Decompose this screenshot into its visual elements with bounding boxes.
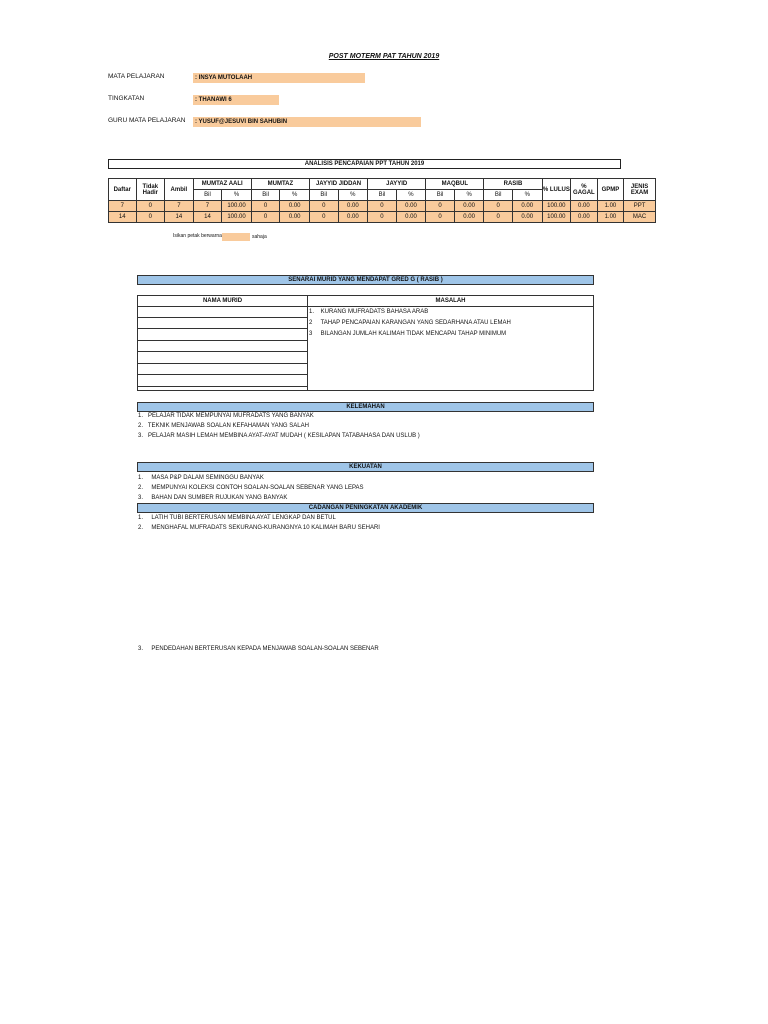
stats-cell[interactable]: 0.00	[454, 201, 484, 212]
subheader-bil: Bil	[251, 190, 280, 201]
subheader-bil: Bil	[484, 190, 513, 201]
stats-cell[interactable]: MAC	[624, 212, 656, 223]
header-gpmp: GPMP	[597, 179, 624, 201]
stats-cell[interactable]: 100.00	[222, 201, 252, 212]
stats-cell[interactable]: 0	[251, 212, 280, 223]
note-text: Isikan petak berwarna	[173, 233, 222, 239]
stats-cell[interactable]: 1.00	[597, 212, 624, 223]
guru-label: GURU MATA PELAJARAN	[108, 117, 186, 124]
col-nama-murid: NAMA MURID	[138, 296, 307, 307]
kelemahan-item: 3. PELAJAR MASIH LEMAH MEMBINA AYAT-AYAT MUDAH ( KESILAPAN TATABAHASA DAN USLUB )	[138, 433, 420, 439]
stats-cell[interactable]: 0.00	[454, 212, 484, 223]
senarai-title: SENARAI MURID YANG MENDAPAT GRED G ( RASIB )	[137, 275, 594, 285]
header-gagal: % GAGAL	[571, 179, 598, 201]
kekuatan-item: 2. MEMPUNYAI KOLEKSI CONTOH SOALAN-SOALAN SEBENAR YANG LEPAS	[138, 485, 364, 491]
stats-cell[interactable]: 14	[193, 212, 222, 223]
header-grade: JAYYID JIDDAN	[309, 179, 367, 190]
nama-murid-cell[interactable]	[138, 318, 307, 329]
document-title: POST MOTERM PAT TAHUN 2019	[328, 53, 440, 60]
stats-cell[interactable]: 0	[484, 212, 513, 223]
stats-cell[interactable]: 0	[484, 201, 513, 212]
subheader-bil: Bil	[193, 190, 222, 201]
tingkatan-value[interactable]: : THANAWI 6	[193, 95, 279, 105]
subheader-bil: Bil	[368, 190, 397, 201]
stats-cell[interactable]: PPT	[624, 201, 656, 212]
stats-cell[interactable]: 0.00	[512, 201, 542, 212]
nama-murid-cell[interactable]	[138, 329, 307, 341]
cadangan-item: 3. PENDEDAHAN BERTERUSAN KEPADA MENJAWAB SOALAN-SOALAN SEBENAR	[138, 646, 379, 652]
note-text-after: sahaja	[252, 234, 267, 240]
col-masalah: MASALAH	[308, 296, 593, 307]
stats-cell[interactable]: 0	[136, 212, 165, 223]
kekuatan-title: KEKUATAN	[137, 462, 594, 472]
masalah-item: 1. KURANG MUFRADATS BAHASA ARAB	[309, 309, 429, 315]
cadangan-item: 1. LATIH TUBI BERTERUSAN MEMBINA AYAT LENGKAP DAN BETUL	[138, 515, 336, 521]
masalah-column	[308, 295, 594, 391]
stats-cell[interactable]: 0	[251, 201, 280, 212]
stats-cell[interactable]: 0	[368, 212, 397, 223]
header-ambil: Ambil	[165, 179, 194, 201]
analisis-title: ANALISIS PENCAPAIAN PPT TAHUN 2019	[108, 159, 621, 169]
guru-value[interactable]: : YUSUF@JESUVI BIN SAHUBIN	[193, 117, 421, 127]
tingkatan-label: TINGKATAN	[108, 95, 145, 102]
nama-murid-cell[interactable]	[138, 375, 307, 387]
stats-cell[interactable]: 0	[426, 201, 455, 212]
stats-cell[interactable]: 0	[368, 201, 397, 212]
mata-pelajaran-value[interactable]: : INSYA MUTOLAAH	[193, 73, 365, 83]
header-jenis-exam: JENIS EXAM	[624, 179, 656, 201]
subheader-bil: Bil	[309, 190, 338, 201]
subheader-bil: Bil	[426, 190, 455, 201]
header-grade: JAYYID	[368, 179, 426, 190]
subheader-pct: %	[338, 190, 368, 201]
stats-cell[interactable]: 0	[136, 201, 165, 212]
masalah-item: 3 BILANGAN JUMLAH KALIMAH TIDAK MENCAPAI TAHAP MINIMUM	[309, 331, 507, 337]
stats-cell[interactable]: 0	[309, 212, 338, 223]
stats-cell[interactable]: 7	[165, 201, 194, 212]
nama-murid-cell[interactable]	[138, 307, 307, 318]
stats-cell[interactable]: 0	[309, 201, 338, 212]
stats-cell[interactable]: 1.00	[597, 201, 624, 212]
masalah-item: 2 TAHAP PENCAPAIAN KARANGAN YANG SEDARHANA ATAU LEMAH	[309, 320, 511, 326]
cadangan-title: CADANGAN PENINGKATAN AKADEMIK	[137, 503, 594, 513]
stats-cell[interactable]: 100.00	[542, 212, 571, 223]
header-grade: RASIB	[484, 179, 542, 190]
header-grade: MAQBUL	[426, 179, 484, 190]
kelemahan-item: 1. PELAJAR TIDAK MEMPUNYAI MUFRADATS YANG BANYAK	[138, 413, 314, 419]
subheader-pct: %	[396, 190, 426, 201]
stats-cell[interactable]: 0.00	[571, 212, 598, 223]
kelemahan-item: 2. TEKNIK MENJAWAB SOALAN KEFAHAMAN YANG SALAH	[138, 423, 309, 429]
header-grade: MUMTAZ AALI	[193, 179, 251, 190]
cadangan-item: 2. MENGHAFAL MUFRADATS SEKURANG-KURANGNYA 10 KALIMAH BARU SEHARI	[138, 525, 380, 531]
stats-cell[interactable]: 0.00	[280, 212, 310, 223]
stats-cell[interactable]: 0.00	[280, 201, 310, 212]
kelemahan-title: KELEMAHAN	[137, 402, 594, 412]
note-swatch	[222, 233, 250, 241]
subheader-pct: %	[454, 190, 484, 201]
stats-cell[interactable]: 100.00	[542, 201, 571, 212]
kekuatan-item: 3. BAHAN DAN SUMBER RUJUKAN YANG BANYAK	[138, 495, 288, 501]
stats-cell[interactable]: 14	[109, 212, 137, 223]
nama-murid-column	[137, 295, 308, 391]
stats-cell[interactable]: 0.00	[338, 201, 368, 212]
subheader-pct: %	[512, 190, 542, 201]
stats-cell[interactable]: 100.00	[222, 212, 252, 223]
kekuatan-item: 1. MASA P&P DALAM SEMINGGU BANYAK	[138, 475, 264, 481]
stats-cell[interactable]: 0	[426, 212, 455, 223]
stats-cell[interactable]: 0.00	[338, 212, 368, 223]
subheader-pct: %	[280, 190, 310, 201]
header-daftar: Daftar	[109, 179, 137, 201]
stats-cell[interactable]: 0.00	[396, 201, 426, 212]
analisis-table	[108, 178, 656, 223]
header-lulus: % LULUS	[542, 179, 571, 201]
subheader-pct: %	[222, 190, 252, 201]
header-tidak-hadir: Tidak Hadir	[136, 179, 165, 201]
nama-murid-cell[interactable]	[138, 364, 307, 375]
header-grade: MUMTAZ	[251, 179, 309, 190]
stats-cell[interactable]: 0.00	[396, 212, 426, 223]
nama-murid-cell[interactable]	[138, 341, 307, 352]
stats-cell[interactable]: 0.00	[512, 212, 542, 223]
mata-pelajaran-label: MATA PELAJARAN	[108, 73, 165, 80]
stats-cell[interactable]: 0.00	[571, 201, 598, 212]
stats-cell[interactable]: 14	[165, 212, 194, 223]
nama-murid-cell[interactable]	[138, 352, 307, 364]
stats-cell[interactable]: 7	[109, 201, 137, 212]
stats-cell[interactable]: 7	[193, 201, 222, 212]
